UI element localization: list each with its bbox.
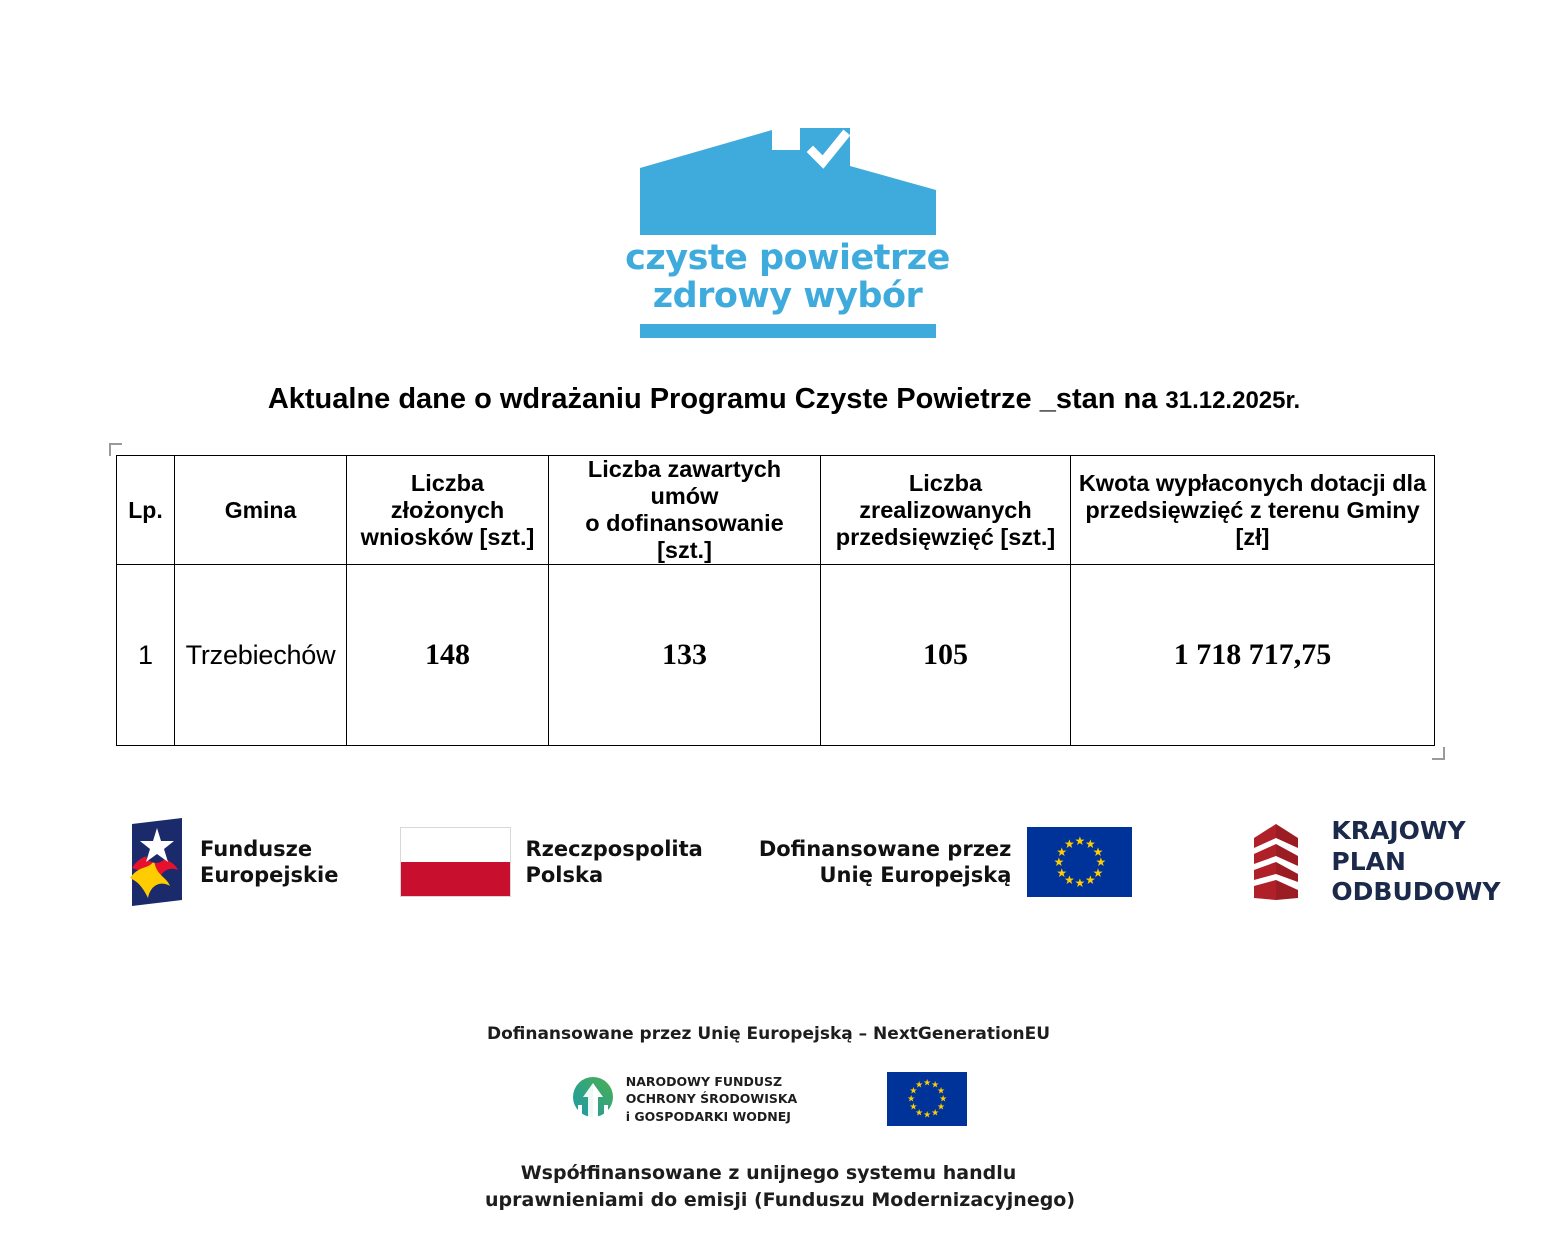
eu-star: ★ bbox=[1056, 865, 1068, 880]
eu-star: ★ bbox=[1074, 834, 1086, 848]
column-header-wnioski-line1: Liczba złożonych bbox=[390, 469, 505, 523]
krajowy-plan-odbudowy-label bbox=[1331, 816, 1500, 908]
column-header-zrealizowane bbox=[821, 456, 1071, 565]
logo-line-1: czyste powietrze bbox=[625, 238, 950, 278]
eu-star: ★ bbox=[915, 1079, 924, 1090]
fundusze-europejskie-icon bbox=[124, 818, 186, 906]
dofinansowane-ue-label bbox=[759, 836, 1012, 889]
logo-underbar bbox=[640, 324, 936, 338]
eu-star: ★ bbox=[1092, 844, 1104, 859]
eu-star: ★ bbox=[1092, 865, 1104, 880]
fundusze-line1: Fundusze bbox=[200, 836, 313, 861]
eu-star: ★ bbox=[931, 1079, 940, 1090]
table-header-row bbox=[117, 456, 1435, 565]
krajowy-plan-odbudowy-icon bbox=[1250, 818, 1316, 906]
house-with-checkmark-icon bbox=[640, 128, 936, 235]
eu-star: ★ bbox=[909, 1085, 918, 1096]
fundusze-europejskie-label bbox=[200, 836, 338, 889]
eu-flag-icon bbox=[1027, 827, 1132, 897]
table-handle-bottom-right bbox=[1432, 747, 1445, 760]
cell-lp: 1 bbox=[117, 565, 175, 746]
dofinansowane-line2: Unię Europejską bbox=[819, 863, 1012, 887]
cell-wnioski: 148 bbox=[347, 565, 549, 746]
eu-star: ★ bbox=[923, 1077, 932, 1088]
page-title bbox=[0, 383, 1568, 416]
rzeczpospolita-polska-logo bbox=[400, 827, 702, 897]
column-header-umowy-line2: o dofinansowanie [szt.] bbox=[585, 510, 784, 564]
eu-funding-logo-bar bbox=[124, 798, 1501, 926]
nextgeneration-eu-text: Dofinansowane przez Unię Europejską – NextGenerationEU bbox=[486, 1024, 1051, 1044]
czyste-powietrze-logo bbox=[600, 128, 975, 328]
nfosigw-label bbox=[626, 1073, 797, 1125]
eu-star: ★ bbox=[1074, 876, 1086, 890]
fundusze-europejskie-logo bbox=[124, 818, 338, 906]
column-header-umowy-line1: Liczba zawartych umów bbox=[587, 456, 782, 510]
krajowy-plan-odbudowy-logo bbox=[1250, 816, 1500, 908]
nfos-line2: OCHRONY ŚRODOWISKA bbox=[625, 1091, 798, 1107]
column-header-kwota-line2: przedsięwzięć z terenu Gminy [zł] bbox=[1085, 496, 1420, 550]
column-header-zrealizowane-line2: przedsięwzięć [szt.] bbox=[835, 523, 1056, 550]
logo-line-2: zdrowy wybór bbox=[652, 275, 923, 316]
cell-umowy: 133 bbox=[549, 565, 821, 746]
eu-star: ★ bbox=[1095, 855, 1107, 869]
column-header-umowy bbox=[549, 456, 821, 565]
eu-star: ★ bbox=[937, 1085, 946, 1096]
polish-flag-icon bbox=[400, 827, 511, 897]
page-title-date: 31.12.2025r. bbox=[1165, 387, 1301, 414]
nfos-eu-row bbox=[485, 1072, 1052, 1126]
bottom-line2: uprawnieniami do emisji (Funduszu Modernizacyjnego) bbox=[485, 1188, 1076, 1211]
page-title-main: Aktualne dane o wdrażaniu Programu Czyste Powietrze _stan na bbox=[267, 383, 1158, 415]
eu-star: ★ bbox=[939, 1093, 948, 1104]
eu-star: ★ bbox=[1085, 836, 1096, 851]
fundusze-line2: Europejskie bbox=[200, 863, 339, 887]
dofinansowane-line1: Dofinansowane przez bbox=[758, 836, 1012, 861]
table-row bbox=[117, 565, 1435, 746]
eu-star: ★ bbox=[907, 1093, 916, 1104]
eu-star: ★ bbox=[1064, 873, 1075, 888]
lower-funding-panel bbox=[485, 1008, 1076, 1226]
eu-star: ★ bbox=[923, 1109, 932, 1120]
column-header-kwota-line1: Kwota wypłaconych dotacji dla bbox=[1078, 469, 1427, 496]
eu-star: ★ bbox=[937, 1101, 946, 1112]
nfosigw-icon bbox=[570, 1075, 616, 1123]
eu-star: ★ bbox=[931, 1107, 940, 1118]
nfos-line1: NARODOWY FUNDUSZ bbox=[625, 1074, 783, 1090]
rzeczpospolita-polska-label bbox=[525, 836, 702, 889]
nfos-line3: i GOSPODARKI WODNEJ bbox=[625, 1108, 791, 1124]
column-header-kwota bbox=[1071, 456, 1435, 565]
eu-star: ★ bbox=[915, 1107, 924, 1118]
column-header-wnioski bbox=[347, 456, 549, 565]
eu-star: ★ bbox=[1053, 855, 1065, 869]
kpo-line3: ODBUDOWY bbox=[1331, 877, 1501, 907]
kpo-line2: PLAN bbox=[1331, 846, 1406, 876]
modernisation-fund-text bbox=[485, 1160, 1076, 1214]
rzeczpospolita-line1: Rzeczpospolita bbox=[525, 836, 703, 861]
rzeczpospolita-line2: Polska bbox=[525, 863, 604, 887]
cell-zrealizowane: 105 bbox=[821, 565, 1071, 746]
dofinansowane-ue-logo bbox=[759, 827, 1133, 897]
eu-star: ★ bbox=[1064, 836, 1075, 851]
column-header-wnioski-line2: wniosków [szt.] bbox=[360, 523, 535, 550]
column-header-lp: Lp. bbox=[117, 456, 175, 565]
nfosigw-logo bbox=[570, 1073, 797, 1125]
bottom-line1: Współfinansowane z unijnego systemu handlu bbox=[520, 1162, 1017, 1184]
eu-star: ★ bbox=[909, 1101, 918, 1112]
eu-star: ★ bbox=[1056, 844, 1068, 859]
eu-star: ★ bbox=[1085, 873, 1096, 888]
column-header-gmina: Gmina bbox=[175, 456, 347, 565]
column-header-zrealizowane-line1: Liczba zrealizowanych bbox=[859, 469, 1032, 523]
program-data-table bbox=[116, 455, 1435, 746]
eu-flag-icon-small bbox=[887, 1072, 967, 1126]
cell-kwota: 1 718 717,75 bbox=[1071, 565, 1435, 746]
kpo-line1: KRAJOWY bbox=[1331, 816, 1466, 846]
cell-gmina: Trzebiechów bbox=[175, 565, 347, 746]
